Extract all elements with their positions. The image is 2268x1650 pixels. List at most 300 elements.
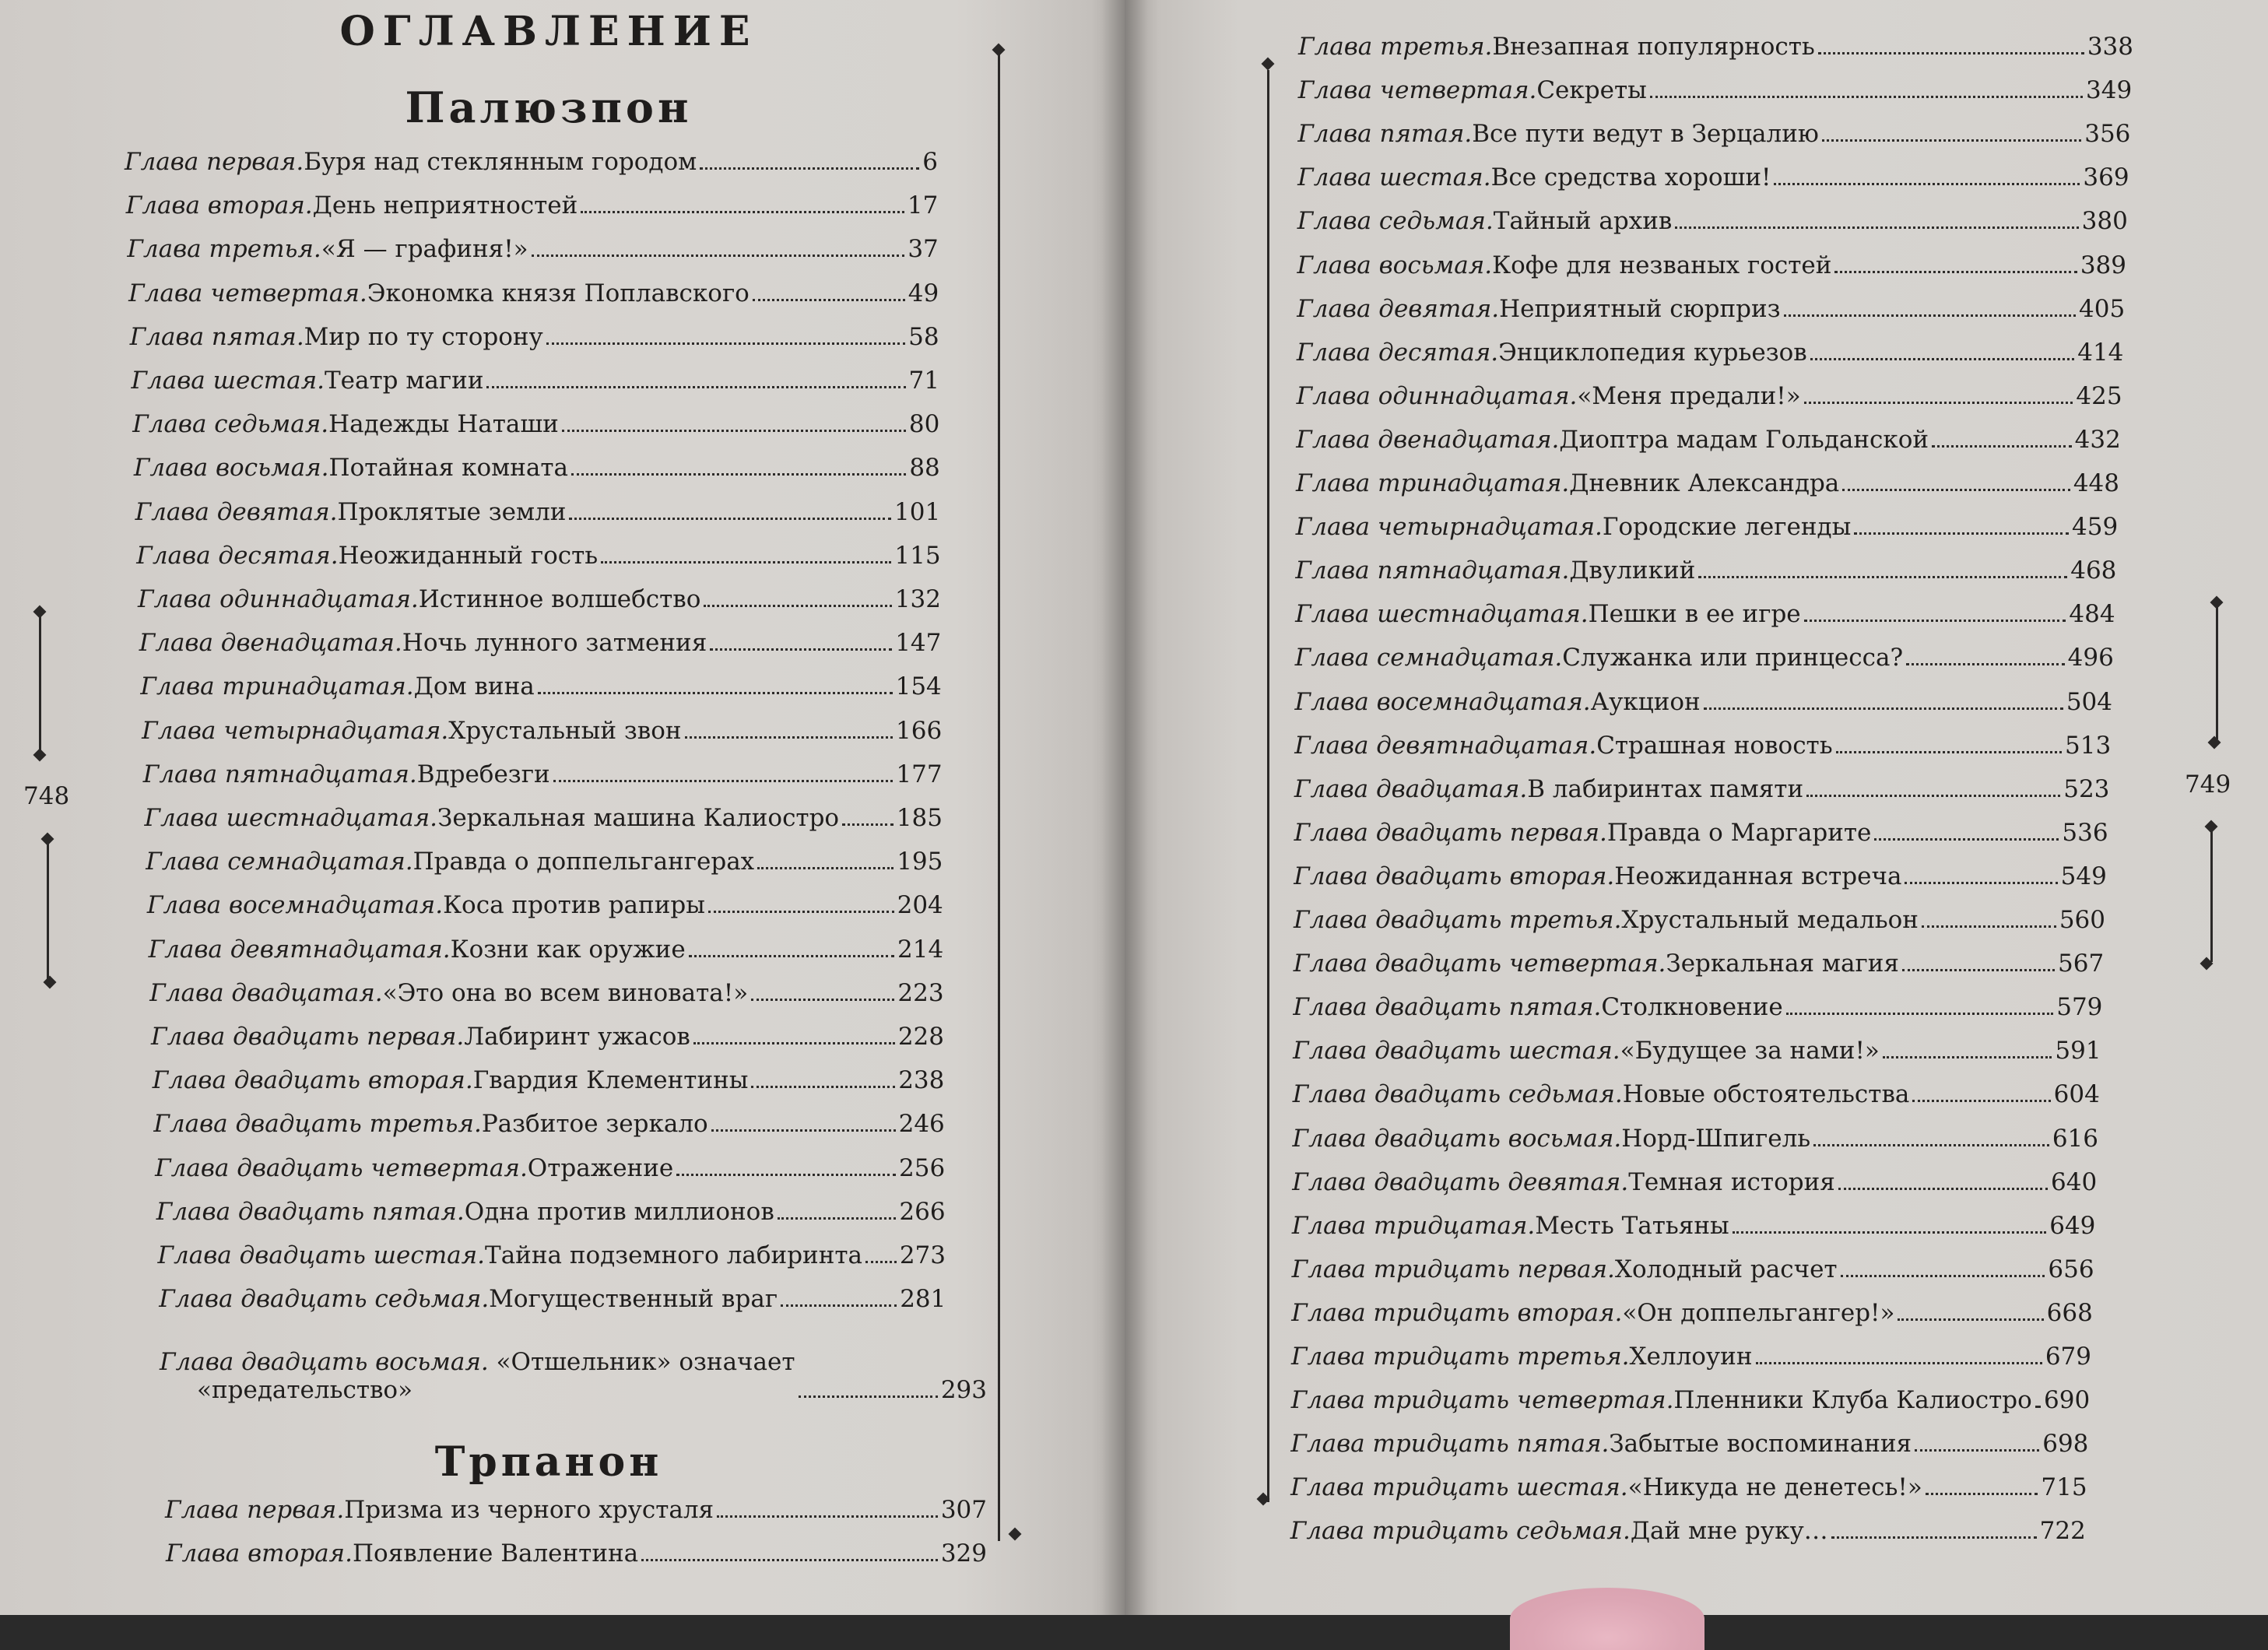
page-reference: 71 bbox=[908, 367, 939, 395]
chapter-number: Глава тридцать шестая. bbox=[1290, 1473, 1628, 1502]
chapter-number: Глава тринадцатая. bbox=[140, 672, 414, 701]
page-reference: 668 bbox=[2046, 1298, 2093, 1327]
page-reference: 567 bbox=[2058, 950, 2105, 978]
toc-entry bbox=[139, 629, 942, 657]
toc-entry bbox=[1297, 251, 2127, 279]
right-page-number: 749 bbox=[2185, 771, 2231, 799]
dot-leader bbox=[1818, 52, 2084, 54]
page-reference: 115 bbox=[894, 541, 941, 570]
chapter-number: Глава двадцать первая. bbox=[151, 1023, 465, 1051]
dot-leader bbox=[710, 648, 892, 651]
toc-entry bbox=[1294, 906, 2105, 934]
chapter-number: Глава двадцать восьмая. bbox=[160, 1348, 489, 1376]
toc-entry bbox=[1293, 993, 2102, 1021]
toc-entry bbox=[1292, 1168, 2097, 1196]
chapter-title: Коса против рапиры bbox=[443, 891, 705, 920]
dot-leader bbox=[546, 342, 905, 345]
toc-entry bbox=[160, 1348, 987, 1404]
chapter-number: Глава двадцать шестая. bbox=[157, 1241, 486, 1269]
chapter-title: Могущественный враг bbox=[489, 1285, 778, 1314]
chapter-title: В лабиринтах памяти bbox=[1527, 774, 1804, 803]
left-margin-rule-top bbox=[39, 615, 41, 757]
chapter-number: Глава пятая. bbox=[1297, 120, 1473, 149]
chapter-title: «Я — графиня!» bbox=[321, 235, 528, 264]
page-reference: 722 bbox=[2039, 1517, 2086, 1546]
toc-entry bbox=[1295, 644, 2114, 672]
inner-margin-rule bbox=[998, 54, 1000, 1541]
page-reference: 329 bbox=[940, 1539, 987, 1568]
chapter-title: Буря над стеклянным городом bbox=[304, 148, 697, 176]
finger bbox=[1510, 1588, 1705, 1650]
chapter-number: Глава восьмая. bbox=[133, 454, 329, 483]
chapter-title: Служанка или принцесса? bbox=[1562, 644, 1904, 672]
toc-entry bbox=[1293, 1080, 2100, 1108]
page-reference: 504 bbox=[2066, 687, 2112, 716]
dot-leader bbox=[569, 518, 891, 520]
page-reference: 536 bbox=[2062, 818, 2108, 847]
toc-entry bbox=[153, 1066, 945, 1094]
dot-leader bbox=[1834, 271, 2077, 273]
page-reference: 432 bbox=[2074, 425, 2121, 454]
toc-entry bbox=[145, 804, 943, 832]
chapter-number: Глава восемнадцатая. bbox=[1294, 687, 1591, 716]
dot-leader bbox=[685, 736, 893, 739]
chapter-number: Глава двадцать восьмая. bbox=[1292, 1124, 1622, 1153]
dot-leader bbox=[1854, 532, 2069, 535]
dot-leader bbox=[1874, 838, 2059, 841]
page-reference: 101 bbox=[894, 497, 941, 526]
toc-entry bbox=[1294, 732, 2111, 760]
toc-entry bbox=[1298, 76, 2133, 104]
dot-leader bbox=[778, 1217, 897, 1220]
toc-entry bbox=[153, 1110, 944, 1138]
chapter-title: Хрустальный звон bbox=[448, 716, 682, 745]
chapter-number: Глава семнадцатая. bbox=[1294, 644, 1563, 672]
chapter-number: Глава двадцатая. bbox=[1294, 774, 1528, 803]
page-reference: 246 bbox=[898, 1110, 945, 1139]
chapter-number: Глава тридцать четвертая. bbox=[1290, 1386, 1674, 1415]
chapter-number: Глава третья. bbox=[127, 235, 321, 264]
chapter-title: «Отшельник» означает bbox=[488, 1348, 795, 1376]
toc-entry bbox=[126, 191, 939, 219]
chapter-title: Мир по ту сторону bbox=[304, 322, 543, 351]
dot-leader bbox=[641, 1559, 938, 1561]
chapter-number: Глава двадцать пятая. bbox=[1293, 993, 1602, 1022]
dot-leader bbox=[1675, 226, 2078, 229]
chapter-number: Глава вторая. bbox=[166, 1539, 353, 1568]
dot-leader bbox=[1698, 576, 2067, 578]
chapter-number: Глава двадцать третья. bbox=[153, 1110, 482, 1139]
chapter-title: Проклятые земли bbox=[337, 497, 567, 526]
chapter-number: Глава двадцатая. bbox=[149, 978, 383, 1007]
chapter-title: Отражение bbox=[527, 1153, 674, 1182]
chapter-number: Глава тридцать первая. bbox=[1291, 1255, 1615, 1283]
page-reference: 238 bbox=[898, 1066, 945, 1095]
page-reference: 513 bbox=[2065, 731, 2112, 760]
chapter-title: Тайный архив bbox=[1493, 207, 1673, 236]
chapter-number: Глава тридцать седьмая. bbox=[1290, 1517, 1631, 1546]
left-margin-rule-bottom bbox=[47, 841, 49, 981]
inner-margin-ornament bbox=[992, 44, 1006, 57]
toc-entry bbox=[1293, 1037, 2101, 1065]
page-reference: 273 bbox=[899, 1241, 946, 1269]
page-reference: 147 bbox=[895, 629, 942, 658]
part2-title: Трпанон bbox=[434, 1438, 663, 1486]
dot-leader bbox=[1926, 1493, 2038, 1495]
dot-leader bbox=[1932, 445, 2072, 448]
page-reference: 549 bbox=[2060, 862, 2107, 890]
left-page-number: 748 bbox=[23, 782, 70, 810]
toc-entry bbox=[1290, 1430, 2088, 1458]
chapter-title: Неприятный сюрприз bbox=[1499, 294, 1781, 323]
chapter-number: Глава девятая. bbox=[135, 497, 338, 526]
chapter-title: Холодный расчет bbox=[1614, 1255, 1838, 1283]
chapter-title: Надежды Наташи bbox=[328, 410, 559, 439]
dot-leader bbox=[799, 1395, 938, 1398]
chapter-title: Двуликий bbox=[1569, 556, 1696, 585]
toc-entry bbox=[146, 848, 943, 876]
page-reference: 6 bbox=[922, 148, 938, 176]
chapter-title-line1 bbox=[160, 1348, 795, 1376]
page-reference: 468 bbox=[2070, 556, 2117, 585]
chapter-number: Глава пятнадцатая. bbox=[142, 760, 417, 788]
chapter-number: Глава двадцать вторая. bbox=[1294, 862, 1615, 890]
page-reference: 560 bbox=[2059, 906, 2105, 934]
page-reference: 523 bbox=[2063, 774, 2110, 803]
page-reference: 690 bbox=[2044, 1386, 2091, 1415]
toc-entry bbox=[1294, 862, 2107, 890]
chapter-title: Темная история bbox=[1628, 1167, 1835, 1196]
toc-entry bbox=[1297, 163, 2129, 191]
dot-leader bbox=[1786, 1013, 2053, 1015]
dot-leader bbox=[1774, 183, 2080, 185]
inner-margin-ornament bbox=[1009, 1528, 1022, 1541]
dot-leader bbox=[676, 1174, 896, 1176]
page-reference: 484 bbox=[2069, 600, 2115, 629]
toc-entry bbox=[149, 979, 943, 1007]
dot-leader bbox=[553, 780, 894, 782]
chapter-number: Глава четырнадцатая. bbox=[142, 716, 449, 745]
dot-leader bbox=[562, 430, 906, 432]
page-reference: 195 bbox=[897, 848, 943, 876]
page-reference: 604 bbox=[2053, 1080, 2100, 1109]
chapter-number: Глава двадцать четвертая. bbox=[1293, 950, 1666, 978]
dot-leader bbox=[751, 1086, 895, 1088]
dot-leader bbox=[711, 1129, 896, 1132]
page-reference: 37 bbox=[908, 235, 939, 264]
right-margin-rule-top bbox=[2216, 607, 2218, 739]
toc-entry bbox=[142, 717, 942, 745]
chapter-title: Зеркальная магия bbox=[1666, 950, 1899, 978]
dot-leader bbox=[1650, 96, 2083, 98]
dot-leader bbox=[601, 561, 891, 563]
toc-entry bbox=[1293, 1125, 2099, 1153]
chapter-number: Глава двенадцатая. bbox=[1296, 425, 1560, 454]
chapter-number: Глава двадцать седьмая. bbox=[1292, 1080, 1623, 1109]
dot-leader bbox=[571, 473, 906, 476]
toc-entry bbox=[1292, 1255, 2094, 1283]
page-reference: 338 bbox=[2087, 33, 2133, 61]
chapter-number: Глава двадцать четвертая. bbox=[155, 1153, 528, 1182]
chapter-title: Городские легенды bbox=[1602, 513, 1852, 542]
chapter-title: Пленники Клуба Калиостро bbox=[1673, 1386, 2032, 1415]
chapter-number: Глава шестая. bbox=[1297, 163, 1491, 192]
right-margin-ornament bbox=[2210, 596, 2224, 609]
left-page bbox=[0, 0, 1125, 1615]
dot-leader bbox=[1883, 1056, 2052, 1058]
page-reference: 154 bbox=[895, 672, 942, 701]
toc-entry bbox=[1291, 1386, 2091, 1414]
toc-entry bbox=[140, 672, 941, 700]
chapter-title: Аукцион bbox=[1590, 687, 1701, 716]
toc-entry bbox=[125, 148, 938, 176]
toc-entry bbox=[155, 1154, 945, 1182]
toc-entry bbox=[128, 279, 939, 307]
chapter-title: Диоптра мадам Гольданской bbox=[1559, 425, 1929, 454]
dot-leader bbox=[781, 1304, 897, 1307]
dot-leader bbox=[1810, 358, 2074, 360]
dot-leader bbox=[1842, 489, 2070, 491]
page-reference: 649 bbox=[2049, 1211, 2096, 1240]
page-reference: 293 bbox=[940, 1376, 987, 1404]
page-reference: 405 bbox=[2079, 294, 2126, 323]
chapter-number: Глава восьмая. bbox=[1297, 251, 1493, 279]
chapter-title: Лабиринт ужасов bbox=[464, 1023, 690, 1051]
chapter-title: «Он доппельгангер!» bbox=[1622, 1298, 1895, 1327]
right-margin-ornament bbox=[2208, 736, 2221, 750]
chapter-number: Глава шестая. bbox=[131, 367, 325, 395]
chapter-title: Хеллоуин bbox=[1629, 1343, 1753, 1371]
chapter-title: Месть Татьяны bbox=[1535, 1211, 1729, 1240]
left-margin-ornament bbox=[33, 606, 47, 619]
dot-leader bbox=[700, 167, 919, 170]
toc-entry bbox=[151, 1023, 944, 1051]
toc-entry bbox=[143, 760, 943, 788]
toc-entry bbox=[1294, 819, 2108, 847]
page-reference: 448 bbox=[2073, 469, 2119, 497]
page-reference: 715 bbox=[2041, 1473, 2087, 1502]
chapter-title: Правда о доппельгангерах bbox=[413, 848, 755, 876]
page-reference: 414 bbox=[2077, 338, 2124, 367]
toc-title: ОГЛАВЛЕНИЕ bbox=[339, 8, 758, 55]
page-reference: 496 bbox=[2067, 644, 2114, 672]
left-margin-ornament bbox=[41, 833, 54, 846]
chapter-title: Вдребезги bbox=[416, 760, 550, 788]
dot-leader bbox=[1733, 1231, 2047, 1234]
chapter-number: Глава тринадцатая. bbox=[1296, 469, 1570, 497]
dot-leader bbox=[757, 867, 894, 869]
toc-entry bbox=[147, 891, 943, 919]
dot-leader bbox=[1784, 314, 2077, 317]
dot-leader bbox=[538, 692, 893, 694]
chapter-title: Разбитое зеркало bbox=[481, 1110, 708, 1139]
dot-leader bbox=[532, 255, 905, 257]
page-reference: 616 bbox=[2052, 1124, 2098, 1153]
chapter-title: Правда о Маргарите bbox=[1606, 818, 1872, 847]
chapter-number: Глава двадцать первая. bbox=[1294, 818, 1607, 847]
chapter-title-line2: «предательство» bbox=[197, 1376, 413, 1404]
chapter-title: Новые обстоятельства bbox=[1622, 1080, 1910, 1109]
dot-leader bbox=[693, 1042, 895, 1044]
left-margin-ornament bbox=[33, 749, 47, 762]
dot-leader bbox=[1804, 620, 2066, 622]
dot-leader bbox=[1906, 663, 2065, 665]
toc-entry bbox=[130, 323, 939, 351]
dot-leader bbox=[708, 911, 894, 913]
page-reference: 281 bbox=[900, 1285, 946, 1314]
chapter-title: Норд-Шпигель bbox=[1621, 1124, 1811, 1153]
chapter-number: Глава вторая. bbox=[125, 191, 313, 220]
page-reference: 228 bbox=[897, 1023, 944, 1051]
chapter-title: Козни как оружие bbox=[450, 935, 686, 964]
chapter-number: Глава одиннадцатая. bbox=[138, 585, 419, 613]
page-reference: 356 bbox=[2084, 120, 2131, 149]
chapter-number: Глава десятая. bbox=[136, 541, 339, 570]
dot-leader bbox=[865, 1261, 897, 1263]
page-reference: 656 bbox=[2048, 1255, 2094, 1283]
toc-entry bbox=[136, 542, 940, 570]
page-reference: 380 bbox=[2081, 207, 2128, 236]
chapter-title: Одна против миллионов bbox=[464, 1197, 774, 1226]
chapter-number: Глава восемнадцатая. bbox=[146, 891, 444, 920]
page-reference: 591 bbox=[2055, 1037, 2101, 1065]
toc-entry bbox=[1297, 339, 2124, 367]
toc-entry bbox=[1291, 1299, 2093, 1327]
dot-leader bbox=[1806, 795, 2060, 797]
page-reference: 223 bbox=[897, 978, 944, 1007]
inner-margin-ornament bbox=[1262, 58, 1275, 71]
chapter-number: Глава семнадцатая. bbox=[146, 848, 413, 876]
chapter-number: Глава первая. bbox=[165, 1496, 345, 1524]
toc-entry bbox=[156, 1198, 946, 1226]
page-reference: 459 bbox=[2072, 513, 2119, 542]
chapter-title: Столкновение bbox=[1601, 993, 1783, 1022]
dot-leader bbox=[842, 823, 894, 826]
chapter-number: Глава четырнадцатая. bbox=[1295, 513, 1603, 542]
chapter-title: Секреты bbox=[1536, 76, 1647, 105]
chapter-number: Глава четвертая. bbox=[128, 279, 367, 307]
toc-entry bbox=[1292, 1212, 2096, 1240]
toc-entry bbox=[134, 454, 940, 482]
page-reference: 166 bbox=[896, 716, 943, 745]
chapter-title: Забытые воспоминания bbox=[1609, 1430, 1912, 1459]
chapter-number: Глава тридцатая. bbox=[1291, 1211, 1536, 1240]
toc-entry bbox=[1296, 426, 2121, 454]
page-reference: 177 bbox=[896, 760, 943, 788]
chapter-title: Потайная комната bbox=[328, 454, 569, 483]
dot-leader bbox=[751, 999, 894, 1001]
toc-entry bbox=[1296, 513, 2119, 541]
toc-entry bbox=[159, 1285, 946, 1313]
dot-leader bbox=[1836, 751, 2062, 753]
page-reference: 698 bbox=[2042, 1430, 2089, 1459]
chapter-title: Дневник Александра bbox=[1569, 469, 1840, 497]
chapter-number: Глава тридцать третья. bbox=[1291, 1343, 1630, 1371]
page-reference: 58 bbox=[908, 322, 939, 351]
chapter-number: Глава четвертая. bbox=[1297, 76, 1537, 105]
chapter-number: Глава двадцать седьмая. bbox=[159, 1285, 490, 1314]
chapter-number: Глава одиннадцатая. bbox=[1296, 381, 1578, 410]
toc-entry bbox=[1295, 556, 2116, 585]
toc-entry bbox=[1291, 1343, 2091, 1371]
chapter-title: «Меня предали!» bbox=[1577, 381, 1801, 410]
chapter-number: Глава первая. bbox=[125, 148, 304, 176]
dot-leader bbox=[1822, 139, 2081, 142]
chapter-title: Все средства хороши! bbox=[1490, 163, 1771, 192]
toc-entry bbox=[1295, 688, 2113, 716]
toc-entry bbox=[1297, 120, 2130, 148]
chapter-title: «Будущее за нами!» bbox=[1620, 1037, 1880, 1065]
chapter-title: «Никуда не денетесь!» bbox=[1627, 1473, 1922, 1502]
chapter-number: Глава девятнадцатая. bbox=[1294, 731, 1597, 760]
chapter-title: Кофе для незваных гостей bbox=[1492, 251, 1832, 279]
dot-leader bbox=[2035, 1406, 2041, 1408]
dot-leader bbox=[1813, 1144, 2049, 1146]
dot-leader bbox=[689, 955, 894, 957]
chapter-title: Истинное волшебство bbox=[418, 585, 701, 613]
dot-leader bbox=[1841, 1275, 2045, 1277]
chapter-title: Экономка князя Поплавского bbox=[367, 279, 750, 307]
chapter-number: Глава тридцать вторая. bbox=[1291, 1298, 1623, 1327]
part1-title: Палюзпон bbox=[405, 82, 693, 132]
chapter-number: Глава двадцать вторая. bbox=[152, 1066, 473, 1095]
chapter-number: Глава седьмая. bbox=[1297, 207, 1494, 236]
toc-entry bbox=[158, 1241, 946, 1269]
page-reference: 266 bbox=[899, 1197, 946, 1226]
toc-entry bbox=[149, 936, 944, 964]
dot-leader bbox=[1804, 402, 2073, 404]
page-reference: 369 bbox=[2083, 163, 2129, 192]
chapter-number: Глава двадцать третья. bbox=[1294, 906, 1622, 934]
page-reference: 256 bbox=[899, 1153, 946, 1182]
chapter-number: Глава двадцать шестая. bbox=[1293, 1037, 1620, 1065]
dot-leader bbox=[1915, 1449, 2039, 1452]
toc-entry bbox=[1297, 295, 2125, 323]
chapter-number: Глава пятнадцатая. bbox=[1295, 556, 1570, 585]
dot-leader bbox=[1898, 1318, 2043, 1321]
chapter-title: Театр магии bbox=[324, 367, 484, 395]
right-page bbox=[1125, 0, 2268, 1615]
chapter-number: Глава тридцать пятая. bbox=[1290, 1430, 1610, 1459]
page-reference: 425 bbox=[2076, 381, 2122, 410]
chapter-number: Глава двенадцатая. bbox=[139, 629, 402, 658]
chapter-number: Глава пятая. bbox=[129, 322, 304, 351]
toc-entry bbox=[1290, 1517, 2086, 1545]
page-reference: 640 bbox=[2051, 1167, 2098, 1196]
page-reference: 49 bbox=[908, 279, 939, 307]
chapter-title: Дом вина bbox=[413, 672, 535, 701]
toc-entry bbox=[165, 1496, 987, 1524]
page-reference: 679 bbox=[2045, 1343, 2091, 1371]
right-margin-ornament bbox=[2205, 820, 2218, 834]
chapter-title: Неожиданный гость bbox=[338, 541, 599, 570]
toc-entry bbox=[1290, 1473, 2087, 1501]
page-reference: 17 bbox=[907, 191, 939, 220]
dot-leader bbox=[1704, 707, 2063, 710]
toc-entry bbox=[1295, 600, 2115, 628]
book-gutter bbox=[1101, 0, 1148, 1615]
toc-entry bbox=[166, 1539, 987, 1568]
chapter-title: Энциклопедия курьезов bbox=[1498, 338, 1807, 367]
page-reference: 204 bbox=[897, 891, 943, 920]
chapter-title: Зеркальная машина Калиостро bbox=[437, 804, 840, 832]
dot-leader bbox=[1838, 1188, 2048, 1190]
right-margin-rule-bottom bbox=[2210, 831, 2213, 962]
chapter-title: Призма из черного хрусталя bbox=[344, 1496, 714, 1524]
page-reference: 389 bbox=[2080, 251, 2126, 279]
toc-entry bbox=[135, 498, 941, 526]
chapter-title: Ночь лунного затмения bbox=[402, 629, 707, 658]
